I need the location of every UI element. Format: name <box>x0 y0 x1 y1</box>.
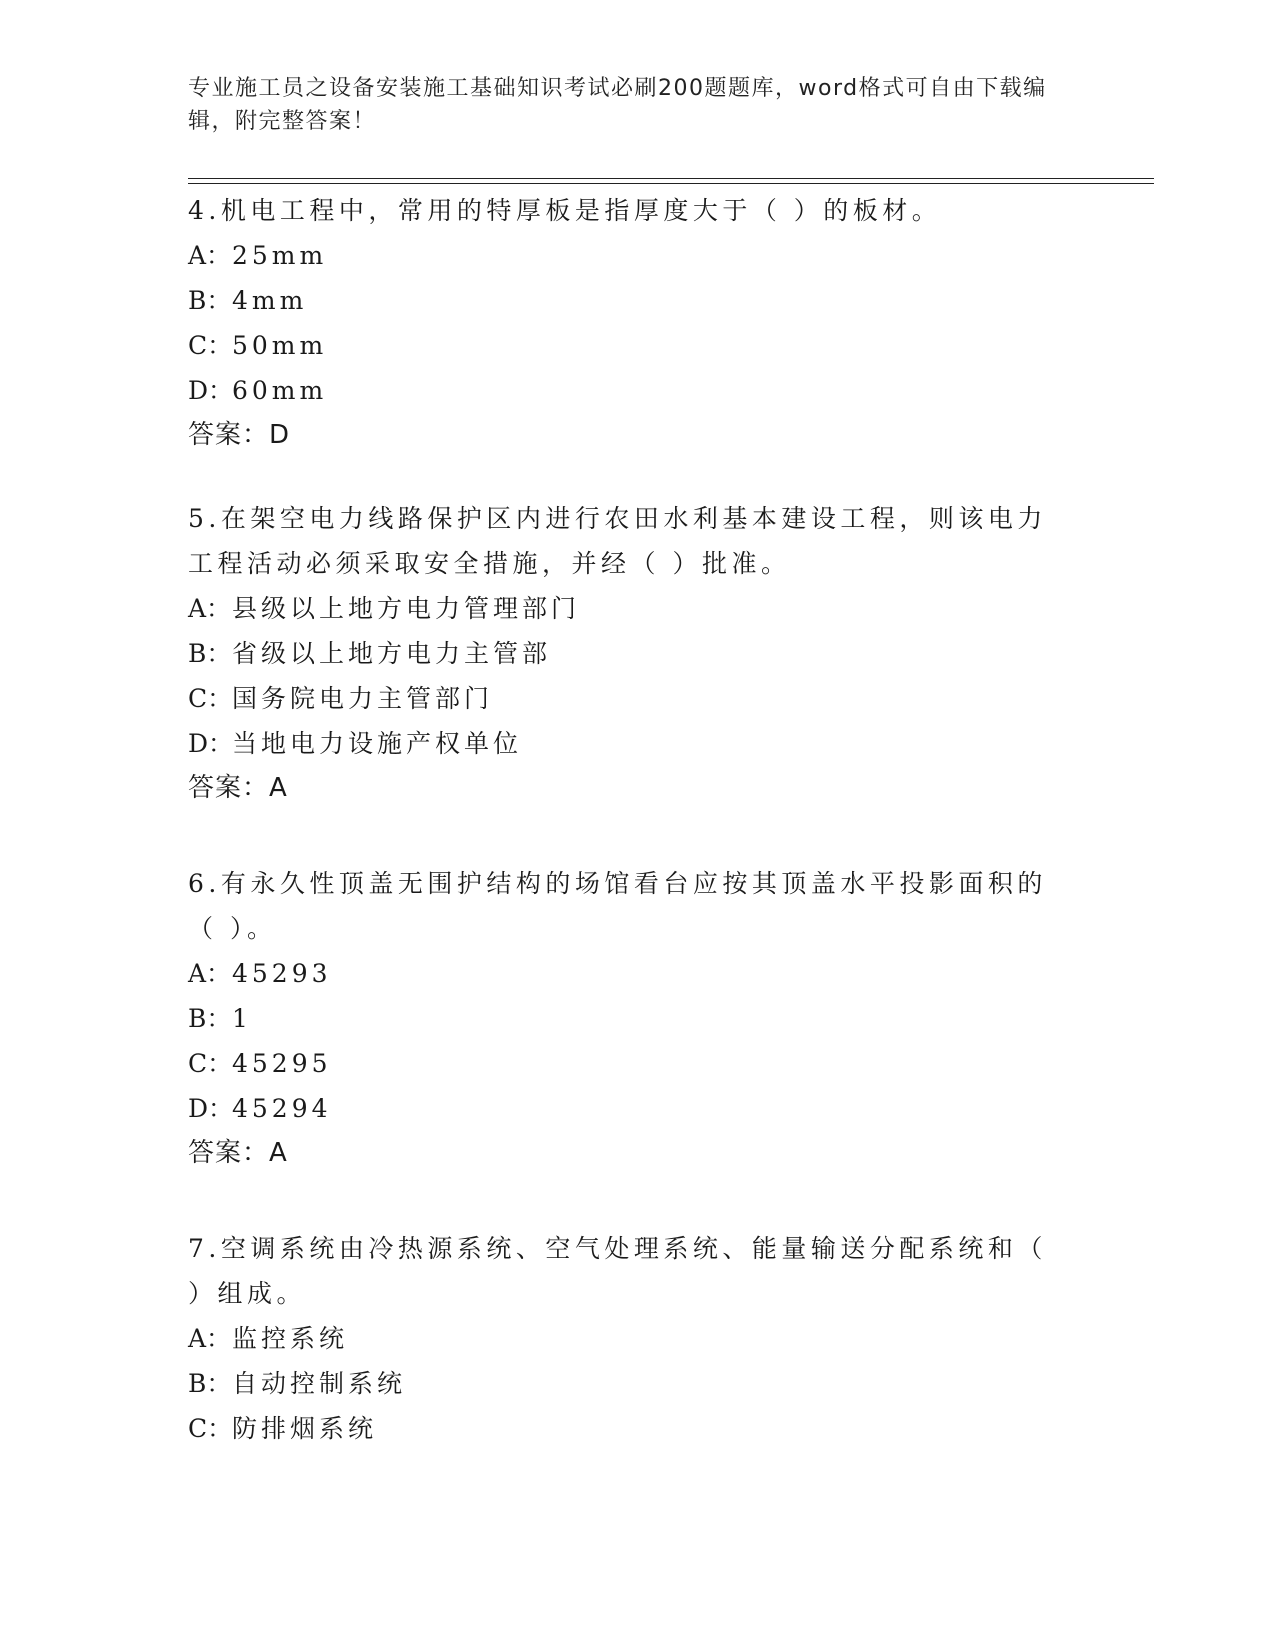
option-c <box>188 1406 1068 1451</box>
option-text: 国务院电力主管部门 <box>232 684 494 713</box>
answer-text: 答案：A <box>188 773 288 803</box>
option-text: 防排烟系统 <box>232 1414 378 1443</box>
document-header: 专业施工员之设备安装施工基础知识考试必刷200题题库，word格式可自由下载编辑，附完整答案！ <box>188 76 1047 134</box>
option-text: 1 <box>232 1004 252 1033</box>
option-letter: B： <box>188 286 232 315</box>
header-divider-top <box>188 178 1154 179</box>
question-stem: 6.有永久性顶盖无围护结构的场馆看台应按其顶盖水平投影面积的（ ）。 <box>188 869 1047 943</box>
option-text: 当地电力设施产权单位 <box>232 729 523 758</box>
header-divider-bottom <box>188 183 1154 184</box>
option-b <box>188 278 1068 323</box>
option-letter: C： <box>188 331 233 360</box>
option-letter: A： <box>188 959 232 988</box>
option-c <box>188 323 1068 368</box>
option-a <box>188 586 1068 631</box>
option-text: 45294 <box>232 1094 332 1123</box>
option-text: 45295 <box>232 1049 332 1078</box>
option-a <box>188 1316 1068 1361</box>
question-stem: 5.在架空电力线路保护区内进行农田水利基本建设工程，则该电力工程活动必须采取安全措施，并经（ ）批准。 <box>188 504 1047 578</box>
answer-text: 答案：A <box>188 1138 288 1168</box>
option-text: 省级以上地方电力主管部 <box>232 639 552 668</box>
option-letter: B： <box>188 1369 232 1398</box>
option-letter: B： <box>188 639 232 668</box>
option-a <box>188 951 1068 996</box>
option-b <box>188 1361 1068 1406</box>
option-letter: B： <box>188 1004 232 1033</box>
option-text: 4mm <box>232 286 308 315</box>
option-text: 县级以上地方电力管理部门 <box>232 594 581 623</box>
option-text: 45293 <box>232 959 332 988</box>
option-text: 50mm <box>232 331 328 360</box>
question-5 <box>188 496 1068 811</box>
option-letter: C： <box>188 1049 233 1078</box>
option-text: 监控系统 <box>232 1324 349 1353</box>
option-d <box>188 721 1068 766</box>
option-letter: A： <box>188 241 232 270</box>
question-7 <box>188 1226 1068 1451</box>
option-letter: C： <box>188 684 233 713</box>
option-b <box>188 631 1068 676</box>
option-text: 自动控制系统 <box>232 1369 407 1398</box>
option-letter: A： <box>188 1324 232 1353</box>
answer-text: 答案：D <box>188 420 291 450</box>
question-stem: 4.机电工程中，常用的特厚板是指厚度大于（ ）的板材。 <box>188 196 942 225</box>
option-c <box>188 1041 1068 1086</box>
option-text: 25mm <box>232 241 328 270</box>
option-letter: D： <box>188 376 234 405</box>
option-d <box>188 368 1068 413</box>
question-stem: 7.空调系统由冷热源系统、空气处理系统、能量输送分配系统和（ ）组成。 <box>188 1234 1047 1308</box>
option-d <box>188 1086 1068 1131</box>
option-letter: D： <box>188 1094 234 1123</box>
option-letter: C： <box>188 1414 233 1443</box>
option-text: 60mm <box>232 376 328 405</box>
option-c <box>188 676 1068 721</box>
option-letter: D： <box>188 729 234 758</box>
question-4 <box>188 188 1068 458</box>
option-b <box>188 996 1068 1041</box>
option-a <box>188 233 1068 278</box>
option-letter: A： <box>188 594 232 623</box>
question-6 <box>188 861 1068 1176</box>
